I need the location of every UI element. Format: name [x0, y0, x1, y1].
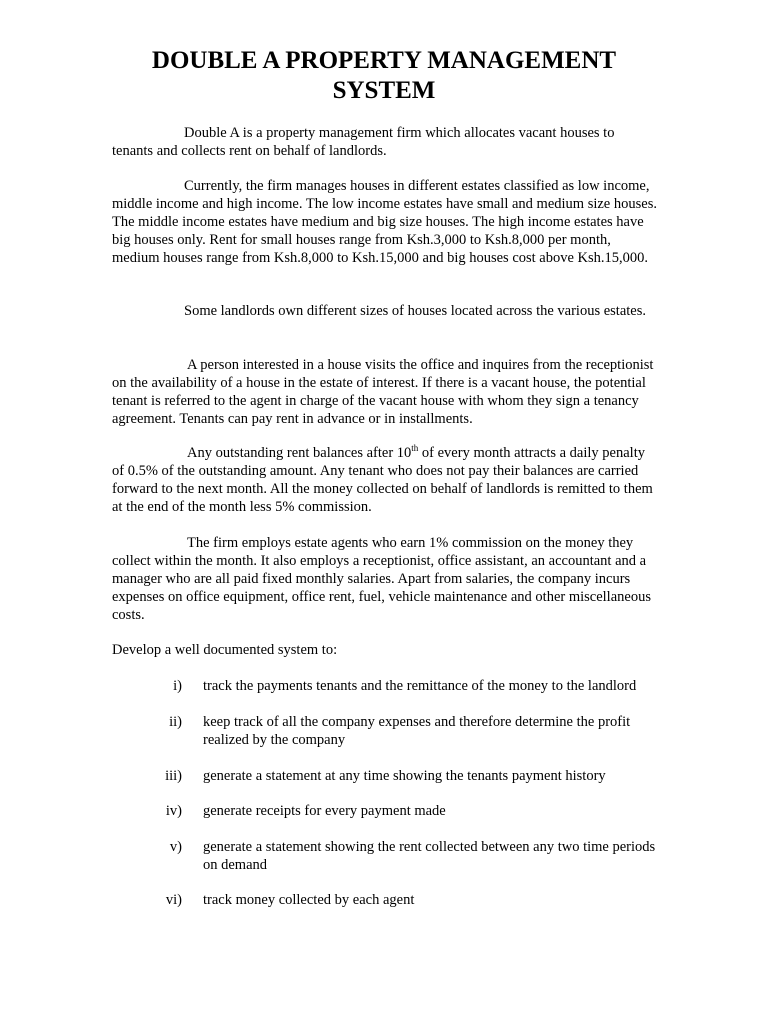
requirements-intro: Develop a well documented system to:: [112, 642, 338, 658]
title-line-1: DOUBLE A PROPERTY MANAGEMENT: [151, 47, 617, 74]
requirement-text: generate receipts for every payment made: [203, 803, 446, 819]
requirement-number: v): [169, 839, 182, 855]
paragraph-staff: The firm employs estate agents who earn 1% commission on the money they collect within the month. It also employs a receptionist, office assistant, an accountant and a manager who are all paid fixed monthly salaries. Apart from salaries, the company incurs expenses on office equipment, office rent, fuel, vehicle maintenance and other miscellaneous costs.: [112, 535, 651, 623]
title-line-2: SYSTEM: [332, 77, 436, 104]
requirement-text: keep track of all the company expenses and therefore determine the profit realized by the company: [203, 714, 631, 748]
document-title: [0, 46, 768, 106]
paragraph-estates: Currently, the firm manages houses in different estates classified as low income, middle income and high income. The low income estates have small and medium size houses. The middle income estates have medium and big size houses. The high income estates have big houses only. Rent for small houses range from Ksh.3,000 to Ksh.8,000 per month, medium houses range from Ksh.8,000 to Ksh.15,000 and big houses cost above Ksh.15,000.: [112, 178, 657, 266]
penalty-text-start: Any outstanding rent balances after 10: [187, 445, 412, 461]
penalty-superscript: th: [411, 443, 419, 453]
paragraph-intro: Double A is a property management firm which allocates vacant houses to tenants and collects rent on behalf of landlords.: [112, 125, 615, 159]
requirement-number: ii): [169, 714, 182, 730]
requirement-text: track money collected by each agent: [203, 892, 415, 908]
requirement-number: vi): [165, 892, 182, 908]
requirement-number: iv): [165, 803, 182, 819]
requirement-number: iii): [165, 768, 182, 784]
requirement-text: generate a statement showing the rent collected between any two time periods on demand: [203, 839, 656, 873]
requirement-text: generate a statement at any time showing the tenants payment history: [203, 768, 606, 784]
penalty-text-end: of every month attracts a daily penalty of 0.5% of the outstanding amount. Any tenant who does not pay their balances are carried forward to the next month. All the money collected on behalf of landlords is remitted to them at the end of the month less 5% commission.: [112, 445, 653, 515]
paragraph-inquiry: A person interested in a house visits the office and inquires from the receptionist on the availability of a house in the estate of interest. If there is a vacant house, the potential tenant is referred to the agent in charge of the vacant house with whom they sign a tenancy agreement. Tenants can pay rent in advance or in installments.: [112, 357, 654, 427]
requirement-text: track the payments tenants and the remittance of the money to the landlord: [203, 678, 637, 694]
paragraph-penalty: [112, 444, 657, 516]
paragraph-landlords: Some landlords own different sizes of houses located across the various estates.: [184, 303, 647, 319]
requirement-number: i): [173, 678, 182, 694]
